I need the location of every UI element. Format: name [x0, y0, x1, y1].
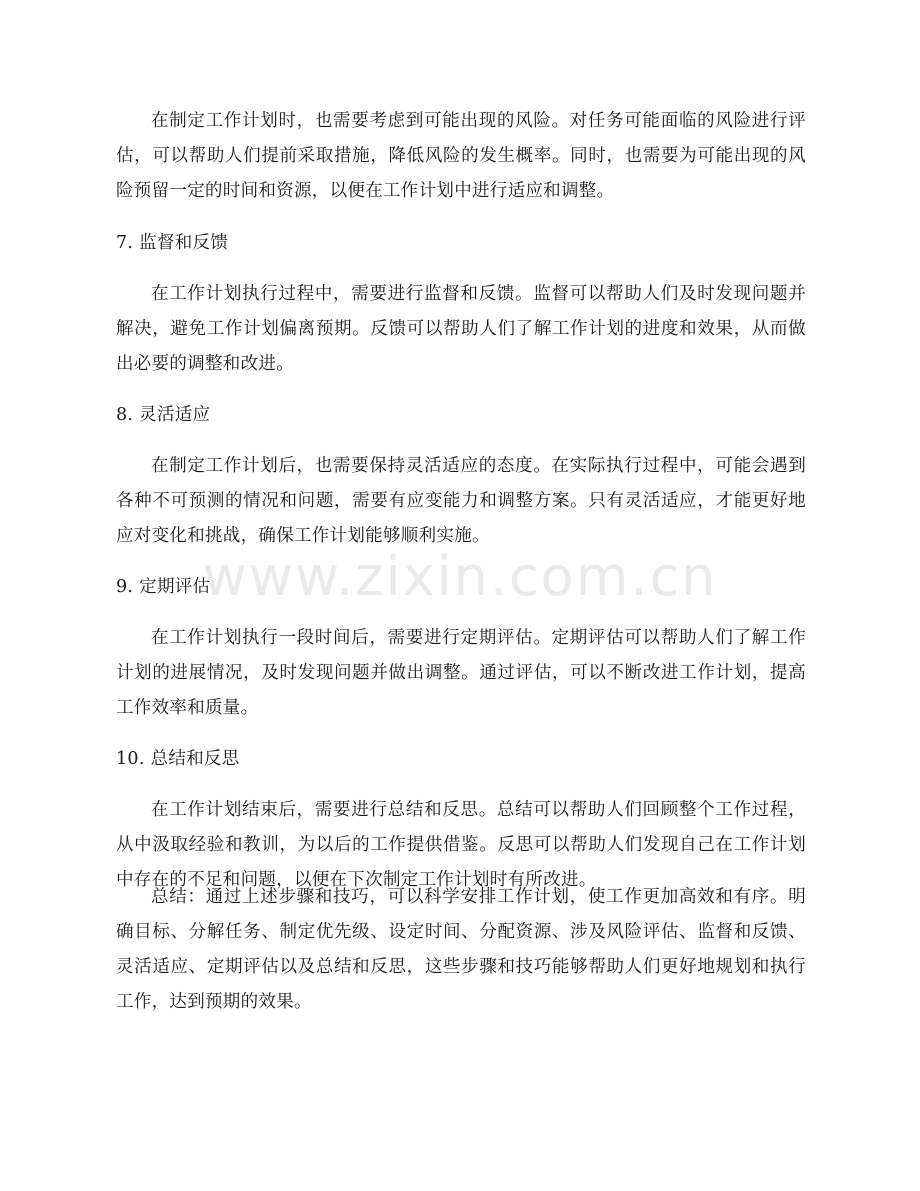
paragraph-supervision: 在工作计划执行过程中，需要进行监督和反馈。监督可以帮助人们及时发现问题并解决，避免工作计划偏离预期。反馈可以帮助人们了解工作计划的进度和效果，从而做出必要的调整和改进。: [116, 284, 806, 374]
paragraph-evaluation: 在工作计划执行一段时间后，需要进行定期评估。定期评估可以帮助人们了解工作计划的进展情况，及时发现问题并做出调整。通过评估，可以不断改进工作计划，提高工作效率和质量。: [116, 628, 806, 718]
heading-supervision: 7. 监督和反馈: [116, 233, 229, 253]
paragraph-flexibility: 在制定工作计划后，也需要保持灵活适应的态度。在实际执行过程中，可能会遇到各种不可预测的情况和问题，需要有应变能力和调整方案。只有灵活适应，才能更好地应对变化和挑战，确保工作计划能够顺利实施。: [116, 456, 806, 546]
watermark: www.zixin.com.cn: [202, 545, 718, 608]
paragraph-summary: 总结：通过上述步骤和技巧，可以科学安排工作计划，使工作更加高效和有序。明确目标、分解任务、制定优先级、设定时间、分配资源、涉及风险评估、监督和反馈、灵活适应、定期评估以及总结和反思，这些步骤和技巧能够帮助人们更好地规划和执行工作，达到预期的效果。: [116, 887, 806, 1012]
heading-flexibility: 8. 灵活适应: [116, 405, 211, 425]
paragraph-risk: 在制定工作计划时，也需要考虑到可能出现的风险。对任务可能面临的风险进行评估，可以帮助人们提前采取措施，降低风险的发生概率。同时，也需要为可能出现的风险预留一定的时间和资源，以便在工作计划中进行适应和调整。: [116, 111, 806, 201]
paragraph-reflection: 在工作计划结束后，需要进行总结和反思。总结可以帮助人们回顾整个工作过程，从中汲取经验和教训，为以后的工作提供借鉴。反思可以帮助人们发现自己在工作计划中存在的不足和问题，以便在下次制定工作计划时有所改进。: [116, 800, 806, 890]
heading-evaluation: 9. 定期评估: [116, 577, 211, 597]
heading-reflection: 10. 总结和反思: [116, 749, 240, 769]
